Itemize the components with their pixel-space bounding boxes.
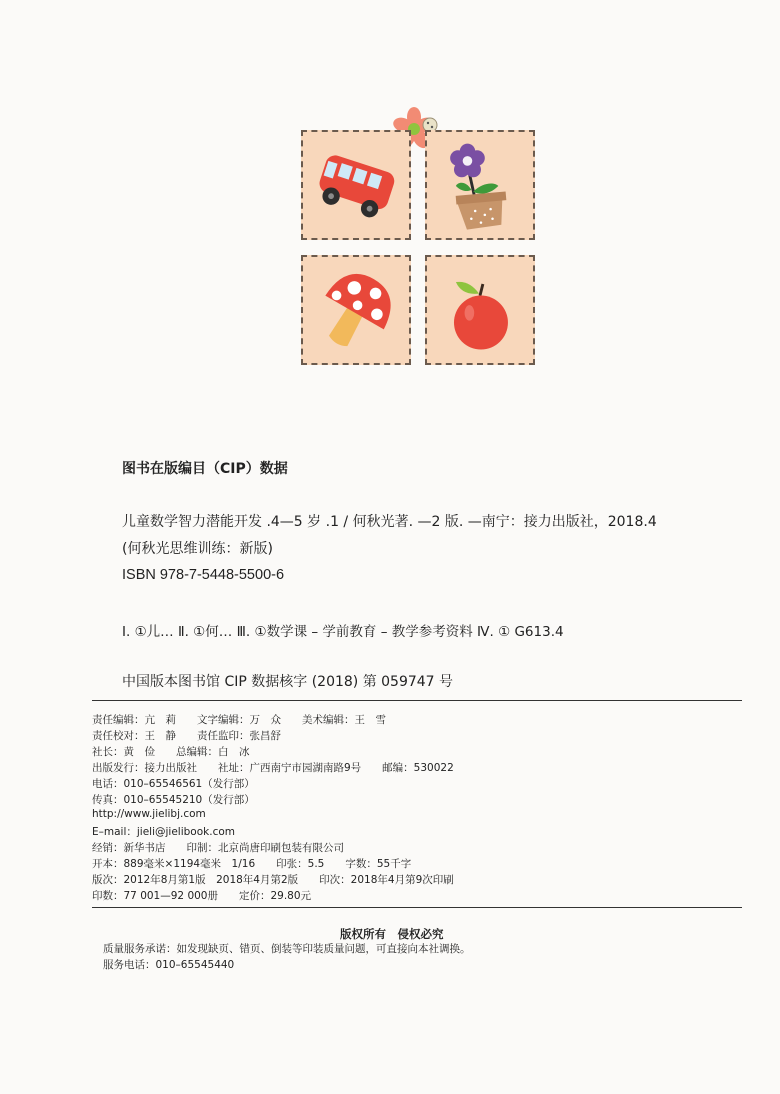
imprint-fax: 传真：010–65545210（发行部） — [92, 794, 255, 806]
imprint-email: E–mail：jieli@jielibook.com — [92, 826, 235, 838]
divider-bottom — [92, 907, 742, 908]
mushroom-tile — [301, 255, 411, 365]
imprint-director: 社长：黄 俭 总编辑：白 冰 — [92, 746, 250, 758]
imprint-publisher: 出版发行：接力出版社 社址：广西南宁市园湖南路9号 邮编：530022 — [92, 762, 454, 774]
bus-icon — [303, 132, 409, 238]
flower-tile — [425, 130, 535, 240]
imprint-editors: 责任编辑：亢 莉 文字编辑：万 众 美术编辑：王 雪 — [92, 714, 386, 726]
cip-classification: Ⅰ. ①儿… Ⅱ. ①何… Ⅲ. ①数学课 – 学前教育 – 教学参考资料 Ⅳ. ① G613.4 — [122, 624, 564, 640]
cip-isbn: ISBN 978-7-5448-5500-6 — [122, 567, 285, 583]
imprint-phone: 电话：010–65546561（发行部） — [92, 778, 255, 790]
quality-promise: 质量服务承诺：如发现缺页、错页、倒装等印装质量问题，可直接向本社调换。 — [103, 943, 471, 955]
cip-title-line: 儿童数学智力潜能开发 .4—5 岁 .1 / 何秋光著. —2 版. —南宁：接力出版社，2018.4 — [122, 514, 657, 530]
imprint-format: 开本：889毫米×1194毫米 1/16 印张：5.5 字数：55千字 — [92, 858, 412, 870]
divider-top — [92, 700, 742, 701]
service-phone: 服务电话：010–65545440 — [103, 959, 235, 971]
imprint-edition: 版次：2012年8月第1版 2018年4月第2版 印次：2018年4月第9次印刷 — [92, 874, 454, 886]
copyright-notice: 版权所有 侵权必究 — [340, 927, 444, 941]
cip-number: 中国版本图书馆 CIP 数据核字 (2018) 第 059747 号 — [122, 674, 454, 690]
flower-pot-icon — [427, 132, 533, 238]
apple-tile — [425, 255, 535, 365]
mushroom-icon — [303, 257, 409, 363]
apple-icon — [427, 257, 533, 363]
imprint-proof: 责任校对：王 静 责任监印：张昌舒 — [92, 730, 281, 742]
imprint-distribution: 经销：新华书店 印制：北京尚唐印刷包装有限公司 — [92, 842, 344, 854]
imprint-print-run: 印数：77 001—92 000册 定价：29.80元 — [92, 890, 312, 902]
cover-illustration — [300, 103, 540, 369]
cip-heading: 图书在版编目（CIP）数据 — [122, 461, 288, 477]
bus-tile — [301, 130, 411, 240]
imprint-website: http://www.jielibj.com — [92, 808, 206, 820]
cip-series-line: (何秋光思维训练：新版) — [122, 541, 273, 557]
